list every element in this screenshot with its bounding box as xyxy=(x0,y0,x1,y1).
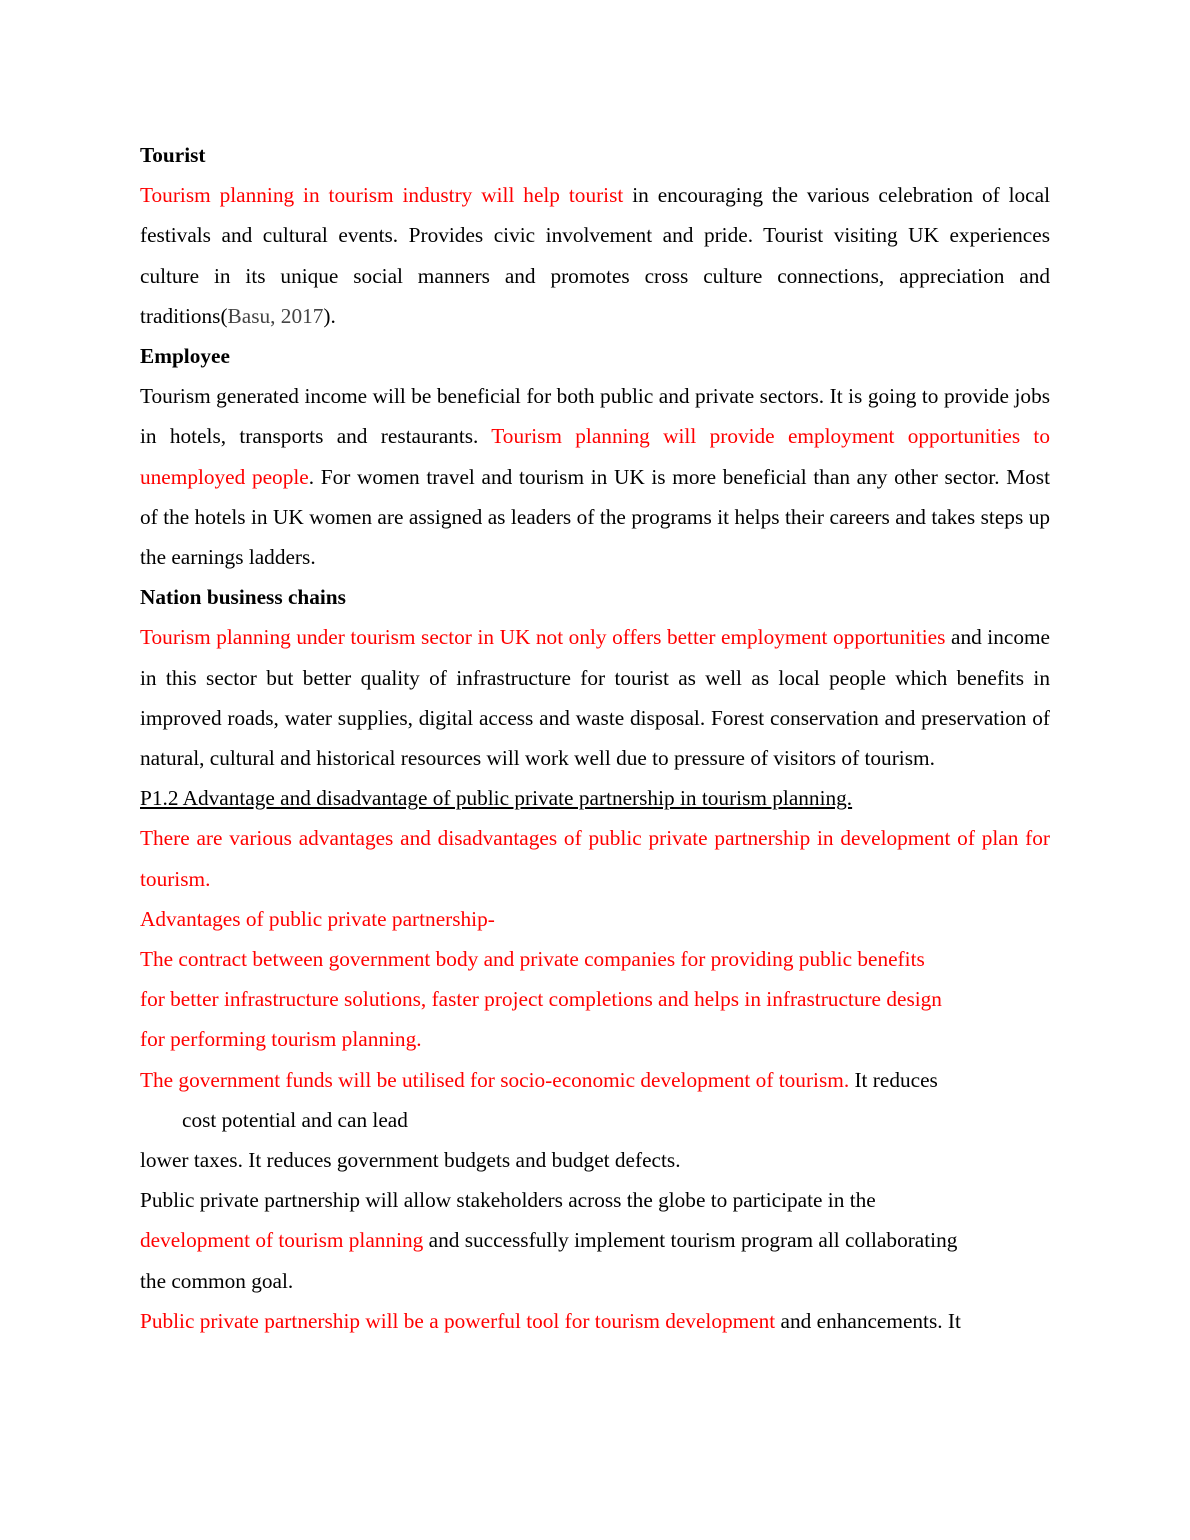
body-text: and enhancements. It xyxy=(775,1308,961,1333)
contract-line-2: for better infrastructure solutions, faster project completions and helps in infrastructure design xyxy=(140,987,942,1012)
heading-nation-business-chains: Nation business chains xyxy=(140,585,346,610)
government-funds-continuation: cost potential and can lead xyxy=(182,1107,408,1132)
body-text: Tourism generated income will be beneficial for both public and private sectors. It is going to provide jobs in hotels, transports and restaurants. xyxy=(140,384,1050,449)
body-text: . For women travel and tourism in UK is more beneficial than any other sector. Most of the hotels in UK women are assigned as leaders of the programs it helps their careers and takes steps up the earnings ladders. xyxy=(140,464,1050,570)
highlighted-text: Public private partnership will be a powerful tool for tourism development xyxy=(140,1308,776,1333)
taxes-line: lower taxes. It reduces government budgets and budget defects. xyxy=(140,1148,681,1173)
citation: Basu, 2017 xyxy=(227,303,324,328)
paragraph-tourist xyxy=(140,175,1050,336)
ppp-line-3: the common goal. xyxy=(140,1268,294,1293)
advantages-title: Advantages of public private partnership- xyxy=(140,906,495,931)
paragraph-employee xyxy=(140,376,1050,577)
paragraph-nation xyxy=(140,617,1050,778)
body-text: ). xyxy=(323,303,336,328)
paragraph-government-funds xyxy=(140,1060,1050,1100)
ppp-line-2 xyxy=(140,1220,1050,1260)
heading-tourist: Tourist xyxy=(140,143,206,167)
tool-line xyxy=(140,1301,1050,1341)
document-page xyxy=(140,135,1050,1341)
ppp-line-1: Public private partnership will allow stakeholders across the globe to participate in the xyxy=(140,1188,876,1213)
body-text: It reduces xyxy=(849,1067,938,1092)
body-text: and successfully implement tourism program all collaborating xyxy=(423,1228,958,1253)
contract-line-1: The contract between government body and private companies for providing public benefits xyxy=(140,947,925,972)
body-text: in encouraging the various celebration of local festivals and cultural events. Provides civic involvement and pride. Tourist visiting UK experiences culture in its unique social manners and promotes cross culture connections, appreciation and traditions( xyxy=(140,183,1050,328)
highlighted-text: Tourism planning will provide employment opportunities to unemployed people xyxy=(140,424,1050,489)
highlighted-text: Tourism planning under tourism sector in UK not only offers better employment opportunities xyxy=(140,625,946,650)
heading-employee: Employee xyxy=(140,344,230,369)
highlighted-text: The government funds will be utilised for socio-economic development of tourism. xyxy=(140,1067,850,1092)
paragraph-ppp-intro: There are various advantages and disadvantages of public private partnership in development of plan for tourism. xyxy=(140,826,1050,891)
body-text: and income in this sector but better quality of infrastructure for tourist as well as local people which benefits in improved roads, water supplies, digital access and waste disposal. Forest conservation and preservation of natural, cultural and historical resources will work well due to pressure of visitors of tourism. xyxy=(140,625,1050,771)
heading-p1-2: P1.2 Advantage and disadvantage of public private partnership in tourism planning. xyxy=(140,786,853,811)
highlighted-text: development of tourism planning xyxy=(140,1228,424,1253)
highlighted-text: Tourism planning in tourism industry will help tourist xyxy=(140,183,624,208)
contract-line-3: for performing tourism planning. xyxy=(140,1027,422,1052)
